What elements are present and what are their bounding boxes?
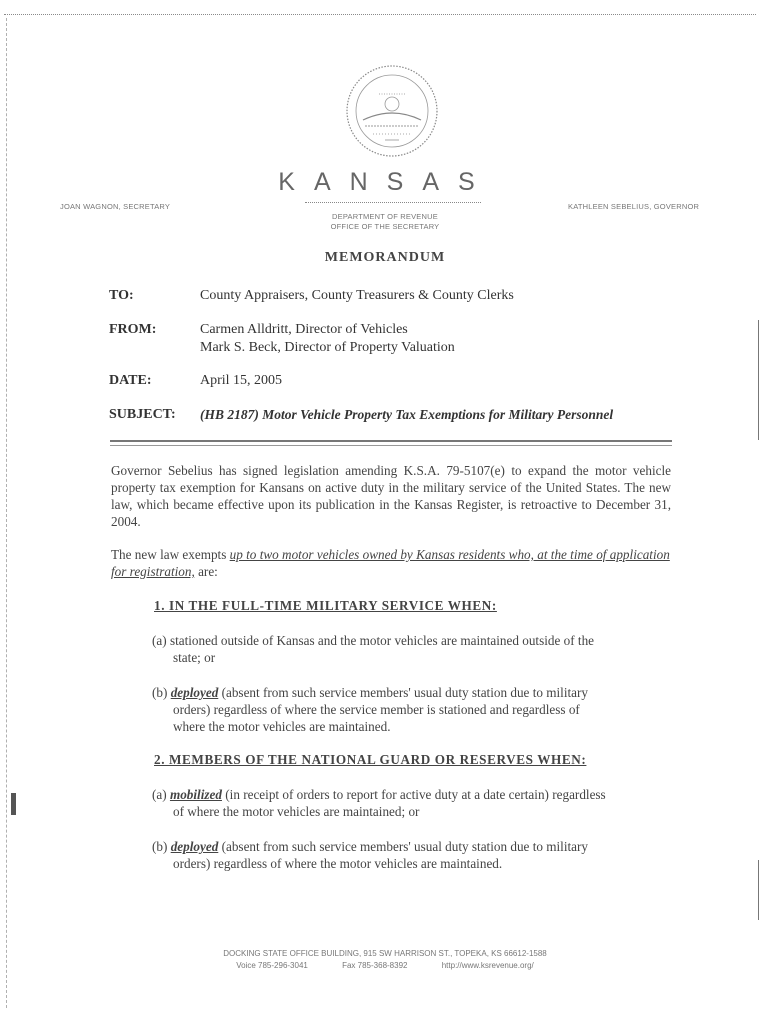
item-marker: (a) [152,633,167,648]
footer-address: DOCKING STATE OFFICE BUILDING, 915 SW HARRISON ST., TOPEKA, KS 66612-1588 [223,949,547,958]
from-value-1: Carmen Alldritt, Director of Vehicles [200,322,408,337]
scan-edge-top [4,14,756,15]
exemption-paragraph [111,546,671,580]
exemption-tail: are: [194,564,218,579]
logo-rule [305,202,481,203]
section-2-heading: 2. MEMBERS OF THE NATIONAL GUARD OR RESERVES WHEN: [154,752,587,767]
item-term: deployed [170,685,219,700]
section-2-item-b [152,838,607,872]
item-term: deployed [170,839,219,854]
item-marker: (b) [152,839,168,854]
secretary-name: JOAN WAGNON, SECRETARY [60,202,171,211]
governor-name: KATHLEEN SEBELIUS, GOVERNOR [568,202,700,211]
date-value: April 15, 2005 [200,373,283,388]
state-name: KANSAS [278,168,494,196]
item-marker: (b) [152,685,168,700]
state-seal-icon [345,64,439,158]
memo-title: MEMORANDUM [324,250,446,265]
date-label: DATE: [109,373,152,388]
department-name: DEPARTMENT OF REVENUE [332,212,438,221]
footer-phone: Voice 785-296-3041 [236,961,308,970]
section-1-item-a [152,632,607,666]
item-marker: (a) [152,787,167,802]
exemption-lead: The new law exempts [111,547,230,562]
intro-paragraph: Governor Sebelius has signed legislation amending K.S.A. 79-5107(e) to expand the motor vehicle property tax exemption for Kansans on active duty in the military service of the United States. The new law, which became effective upon its publication in the Kansas Register, is retroactive to December 31, 2004. [111,463,671,529]
to-label: TO: [109,288,134,303]
exemption-emphasis: up to two motor vehicles owned by Kansas residents who, at the time of application for registration, [111,547,670,579]
scan-mark [11,793,16,815]
section-2-item-a [152,786,607,820]
scan-edge-right [758,320,759,440]
scan-edge-right-lower [758,860,759,920]
subject-value: (HB 2187) Motor Vehicle Property Tax Exemptions for Military Personnel [200,407,614,422]
item-text: (absent from such service members' usual duty station due to military orders) regardless of where the service member is stationed and regardless of where the motor vehicles are maintained. [173,685,589,734]
scan-edge-left [6,18,7,1008]
item-text: (in receipt of orders to report for active duty at a date certain) regardless of where the motor vehicles are maintained; or [173,787,606,819]
item-term: mobilized [169,787,222,802]
subject-label: SUBJECT: [109,407,176,422]
footer-web: http://www.ksrevenue.org/ [441,961,534,970]
section-1-heading: 1. IN THE FULL-TIME MILITARY SERVICE WHEN: [154,598,497,613]
from-label: FROM: [109,322,157,337]
from-value-2: Mark S. Beck, Director of Property Valuation [200,340,455,355]
to-value: County Appraisers, County Treasurers & County Clerks [200,288,514,303]
item-text: (absent from such service members' usual duty station due to military orders) regardless of where the motor vehicles are maintained. [173,839,589,871]
office-name: OFFICE OF THE SECRETARY [330,222,440,231]
footer-contacts [160,960,610,971]
footer-fax: Fax 785-368-8392 [342,961,408,970]
item-text: stationed outside of Kansas and the motor vehicles are maintained outside of the state; or [169,633,595,665]
header-separator [110,440,672,446]
section-1-item-b [152,684,607,735]
